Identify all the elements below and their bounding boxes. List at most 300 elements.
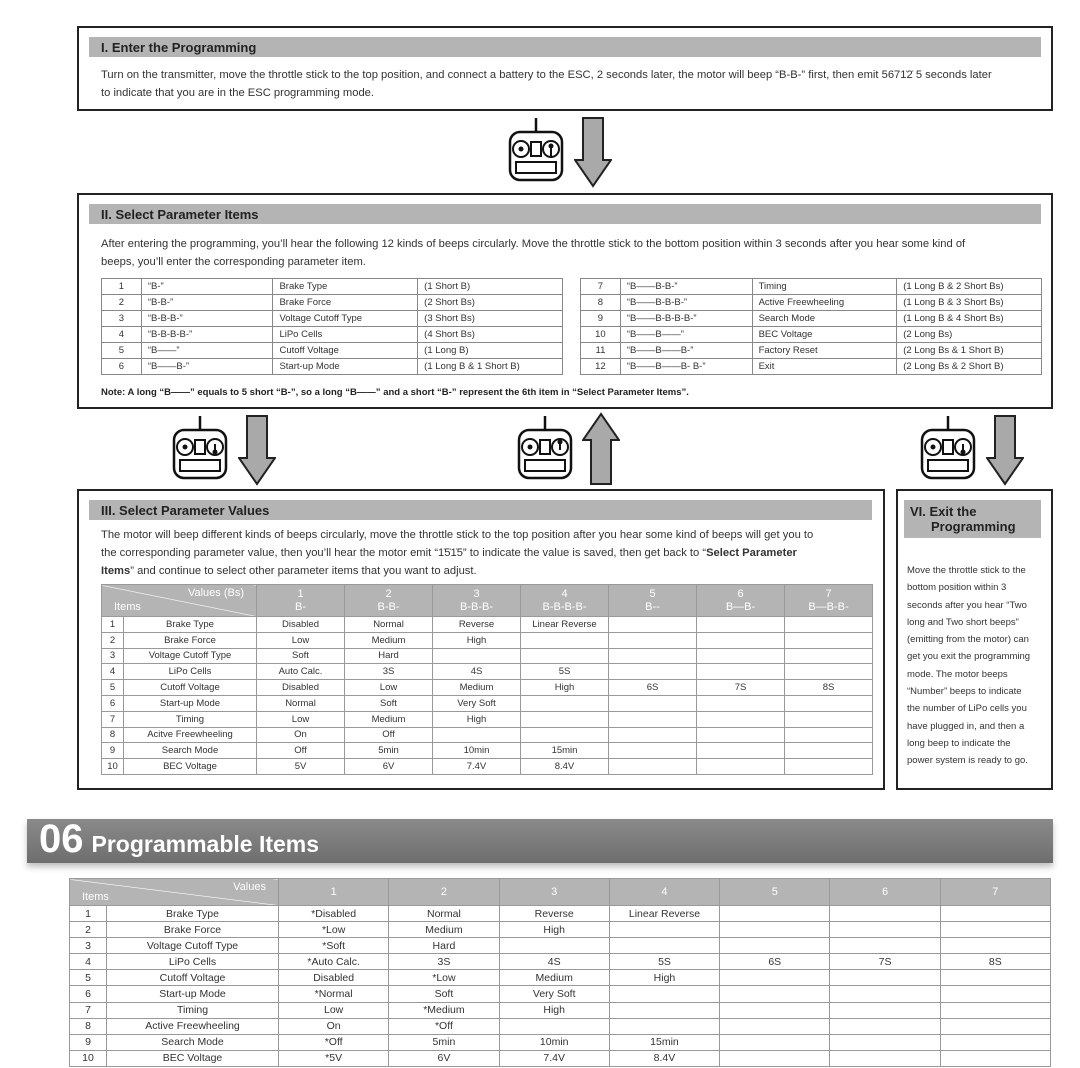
values-col-header [433,585,521,617]
table-cell: Soft [257,648,345,664]
table-cell: 4S [499,954,609,970]
table-cell: 1 [102,279,142,295]
exit-text-line: (emitting from the motor) can [907,634,1029,646]
table-cell [609,632,697,648]
table-cell: 5V [257,759,345,775]
table-cell [609,695,697,711]
table-cell: Cutoff Voltage [273,343,418,359]
transmitter-icon [920,414,976,480]
table-cell: Timing [124,711,257,727]
table-cell: High [499,922,609,938]
select-values-line-2-text: the corresponding parameter value, then you’ll hear the motor emit “1̇5̇1̇5” to indicate the value is saved, then get back to “ [101,547,707,559]
exit-text-line: Move the throttle stick to the [907,565,1026,576]
table-cell: Linear Reverse [609,906,719,922]
table-cell: 4 [70,954,107,970]
table-cell: 4S [433,664,521,680]
table-cell: 6 [102,359,142,375]
table-cell: 10 [70,1050,107,1066]
table-cell: *Soft [279,938,389,954]
table-cell: Timing [752,279,897,295]
exit-text-line: the number of LiPo cells you [907,703,1027,715]
table-cell [720,986,830,1002]
table-cell: 5min [389,1034,499,1050]
table-cell [697,711,785,727]
table-cell: Medium [389,922,499,938]
programmable-col-header: 7 [940,879,1050,906]
table-cell: 5 [70,970,107,986]
table-cell: 6 [70,986,107,1002]
values-col-header [785,585,873,617]
exit-text-line: get you exit the programming [907,651,1031,663]
enter-programming-line-1: Turn on the transmitter, move the throttle stick to the top position, and connect a battery to the ESC, 2 seconds later, the motor will beep “B-B-” first, then emit 5671̇2̇ 5 seconds later [101,69,992,81]
values-corner-items: Items [114,601,141,613]
table-cell [697,648,785,664]
table-cell: Very Soft [499,986,609,1002]
programmable-col-header: 4 [609,879,719,906]
table-cell: Reverse [433,617,521,633]
table-cell [720,1002,830,1018]
table-cell [521,695,609,711]
programmable-col-header: 6 [830,879,940,906]
table-cell: Timing [107,1002,279,1018]
table-cell: “B-B-” [141,295,273,311]
programmable-col-header: 5 [720,879,830,906]
programmable-col-header: 2 [389,879,499,906]
table-cell: 15min [521,743,609,759]
table-cell [720,938,830,954]
table-cell [609,1002,719,1018]
table-cell [785,617,873,633]
table-cell [785,727,873,743]
values-table-corner [102,585,257,617]
table-cell: 3 [70,938,107,954]
parameter-item-row [102,279,563,295]
parameter-value-row [102,680,873,696]
arrow-down-icon [986,414,1024,486]
section-title-enter-programming: I. Enter the Programming [89,37,1041,57]
table-cell: *Low [389,970,499,986]
table-cell: Normal [389,906,499,922]
programmable-item-row [70,1002,1051,1018]
table-cell: 9 [102,743,124,759]
table-cell: Disabled [257,680,345,696]
table-cell: (2 Short Bs) [418,295,563,311]
table-cell: 7S [830,954,940,970]
exit-text-line: long and Two short beeps” [907,616,1019,628]
table-cell: Low [257,711,345,727]
table-cell: (1 Long B & 2 Short Bs) [897,279,1042,295]
table-cell: 7.4V [499,1050,609,1066]
programmable-table-corner [70,879,279,906]
table-cell: 15min [609,1034,719,1050]
exit-text-line: long beep to indicate the [907,737,1011,749]
table-cell: BEC Voltage [124,759,257,775]
table-cell: High [433,711,521,727]
table-cell: (1 Long B & 3 Short Bs) [897,295,1042,311]
table-cell: BEC Voltage [107,1050,279,1066]
table-cell [609,743,697,759]
parameter-value-row [102,727,873,743]
table-cell: BEC Voltage [752,327,897,343]
table-cell: *Normal [279,986,389,1002]
table-cell: Very Soft [433,695,521,711]
table-cell: Hard [389,938,499,954]
enter-programming-line-2: to indicate that you are in the ESC programming mode. [101,87,374,99]
table-cell: Active Freewheeling [752,295,897,311]
table-cell [940,1002,1050,1018]
table-cell: 5 [102,343,142,359]
table-cell: 7S [697,680,785,696]
values-col-header [345,585,433,617]
table-cell [830,922,940,938]
table-cell: High [499,1002,609,1018]
table-cell: “B——B-B-B-” [620,295,752,311]
select-values-text [101,526,871,580]
values-col-header [257,585,345,617]
table-cell [940,1034,1050,1050]
table-cell [830,970,940,986]
select-values-line-1: The motor will beep different kinds of beeps circularly, move the throttle stick to the top position after you hear some kind of beeps will get you to [101,529,814,541]
table-cell: On [279,1018,389,1034]
table-cell: 6 [102,695,124,711]
table-cell: 10 [581,327,621,343]
table-cell: *5V [279,1050,389,1066]
table-cell [521,711,609,727]
values-col-number: 5 [649,587,656,600]
table-cell: 8S [785,680,873,696]
table-cell [609,617,697,633]
values-col-beep: B—B-B- [808,600,849,613]
table-cell: 5min [345,743,433,759]
values-col-number: 4 [561,587,568,600]
programmable-item-row [70,1050,1051,1066]
table-cell: 1 [70,906,107,922]
table-cell: Start-up Mode [107,986,279,1002]
table-cell: 6S [609,680,697,696]
table-cell [697,617,785,633]
table-cell: Start-up Mode [273,359,418,375]
section-number: 06 [39,817,84,861]
values-col-beep: B-- [645,600,660,613]
table-cell: Medium [499,970,609,986]
table-cell: “B-B-B-” [141,311,273,327]
exit-text-line: bottom position within 3 [907,582,1007,594]
table-cell: LiPo Cells [273,327,418,343]
beep-note: Note: A long “B——” equals to 5 short “B-”, so a long “B——” and a short “B-” represent the 6th item in “Select Parameter Items”. [101,387,689,398]
table-cell [697,759,785,775]
table-cell: High [521,680,609,696]
parameter-value-row [102,711,873,727]
table-cell: 6V [345,759,433,775]
table-cell: (2 Long Bs & 2 Short B) [897,359,1042,375]
table-cell: Active Freewheeling [107,1018,279,1034]
table-cell: Exit [752,359,897,375]
table-cell [609,648,697,664]
table-cell [697,632,785,648]
table-cell [940,938,1050,954]
table-cell [785,711,873,727]
table-cell: Disabled [257,617,345,633]
table-cell [940,1050,1050,1066]
select-values-line-3 [101,562,871,580]
table-cell: Disabled [279,970,389,986]
table-cell: LiPo Cells [107,954,279,970]
table-cell: “B-” [141,279,273,295]
enter-programming-text [101,66,1046,102]
table-cell [609,922,719,938]
exit-text-line: mode. The motor beeps [907,668,1008,680]
select-values-line-3-text: ” and continue to select other parameter items that you want to adjust. [130,565,477,577]
parameter-value-row [102,632,873,648]
exit-title-line-1: VI. Exit the [910,504,977,519]
table-cell: 3 [102,311,142,327]
table-cell: *Off [279,1034,389,1050]
section-title-exit [904,500,1041,538]
table-cell: Medium [433,680,521,696]
table-cell [830,1034,940,1050]
parameter-items-table-right [580,278,1042,375]
table-cell: 4 [102,327,142,343]
programmable-item-row [70,954,1051,970]
programmable-item-row [70,922,1051,938]
table-cell [499,1018,609,1034]
table-cell: 5S [521,664,609,680]
table-cell: 6S [720,954,830,970]
table-cell: 7 [102,711,124,727]
table-cell: 8 [70,1018,107,1034]
table-cell: 2 [102,632,124,648]
table-cell: 4 [102,664,124,680]
table-cell [720,922,830,938]
table-cell: High [609,970,719,986]
table-cell: (1 Long B & 1 Short B) [418,359,563,375]
table-cell: (2 Long Bs & 1 Short B) [897,343,1042,359]
table-cell: “B——B-B-” [620,279,752,295]
table-cell: Cutoff Voltage [124,680,257,696]
programmable-item-row [70,906,1051,922]
parameter-value-row [102,695,873,711]
values-col-number: 6 [737,587,744,600]
section-title-programmable-items: Programmable Items [91,831,320,857]
table-cell [785,632,873,648]
values-col-number: 1 [297,587,304,600]
table-cell: “B-B-B-B-” [141,327,273,343]
table-cell: “B——B-” [141,359,273,375]
programmable-col-header: 3 [499,879,609,906]
table-cell: 8.4V [521,759,609,775]
table-cell [720,970,830,986]
select-items-line-2: beeps, you’ll enter the corresponding parameter item. [101,256,366,268]
values-col-header [697,585,785,617]
table-cell: 9 [70,1034,107,1050]
values-col-number: 3 [473,587,480,600]
transmitter-icon [172,414,228,480]
table-cell: Brake Type [107,906,279,922]
table-cell [499,938,609,954]
table-cell: Off [345,727,433,743]
table-cell: High [433,632,521,648]
exit-programming-text [907,562,1049,770]
table-cell: “B——B——B- B-” [620,359,752,375]
table-cell: LiPo Cells [124,664,257,680]
parameter-item-row [102,359,563,375]
table-cell [785,695,873,711]
table-cell [609,759,697,775]
table-cell: Linear Reverse [521,617,609,633]
values-corner-values: Values (Bs) [187,587,244,599]
table-cell: “B——” [141,343,273,359]
programmable-col-header: 1 [279,879,389,906]
exit-text-line: seconds after you hear “Two [907,599,1027,611]
table-cell: Normal [345,617,433,633]
values-col-beep: B-B- [377,600,400,613]
table-cell [433,727,521,743]
table-cell [609,711,697,727]
values-col-beep: B- [295,600,306,613]
table-cell: Search Mode [107,1034,279,1050]
values-col-header [609,585,697,617]
table-cell [940,986,1050,1002]
arrow-down-icon [574,116,612,188]
table-cell [609,1018,719,1034]
table-cell: 3S [345,664,433,680]
table-cell: *Low [279,922,389,938]
table-cell: 12 [581,359,621,375]
parameter-item-row [102,295,563,311]
table-cell [720,1034,830,1050]
table-cell [830,938,940,954]
table-cell [697,664,785,680]
exit-text-line: have plugged in, and then a [907,720,1025,732]
parameter-item-row [102,343,563,359]
exit-title-line-2: Programming [931,519,1016,534]
table-cell: “B——B——B-” [620,343,752,359]
select-values-line-2-bold: Select Parameter [706,547,797,559]
table-cell: 5S [609,954,719,970]
table-cell [609,938,719,954]
table-cell: Low [279,1002,389,1018]
table-cell [720,1018,830,1034]
table-cell [697,727,785,743]
values-col-beep: B-B-B-B- [542,600,587,613]
table-cell [521,727,609,743]
table-cell [830,906,940,922]
programmable-corner-items: Items [82,891,109,903]
table-cell: Voltage Cutoff Type [124,648,257,664]
table-cell: 6V [389,1050,499,1066]
table-cell [609,986,719,1002]
table-cell [940,1018,1050,1034]
table-cell: Brake Force [273,295,418,311]
parameter-value-row [102,664,873,680]
table-cell: 3S [389,954,499,970]
parameter-item-row [581,311,1042,327]
table-cell: 2 [102,295,142,311]
parameter-items-table-left [101,278,563,375]
section-title-select-items: II. Select Parameter Items [89,204,1041,224]
table-cell [940,922,1050,938]
table-cell [521,632,609,648]
parameter-values-table [101,584,873,775]
table-cell [785,648,873,664]
table-cell: 2 [70,922,107,938]
table-cell: 8S [940,954,1050,970]
programmable-item-row [70,1018,1051,1034]
table-cell: Normal [257,695,345,711]
table-cell [697,743,785,759]
table-cell [830,1050,940,1066]
table-cell [785,664,873,680]
table-cell: Reverse [499,906,609,922]
values-col-beep: B—B- [725,600,756,613]
select-items-text [101,235,1046,271]
table-cell: Search Mode [752,311,897,327]
table-cell [785,759,873,775]
table-cell: 8 [102,727,124,743]
arrow-up-icon [582,412,620,486]
programmable-items-table [69,878,1051,1067]
select-values-line-2 [101,544,871,562]
table-cell: Brake Force [124,632,257,648]
table-cell: Start-up Mode [124,695,257,711]
parameter-value-row [102,617,873,633]
table-cell: Medium [345,632,433,648]
table-cell: *Medium [389,1002,499,1018]
table-cell [940,970,1050,986]
table-cell: Auto Calc. [257,664,345,680]
table-cell: “B——B——” [620,327,752,343]
table-cell: 7 [581,279,621,295]
table-cell: Acitve Freewheeling [124,727,257,743]
table-cell: 8 [581,295,621,311]
table-cell: Soft [389,986,499,1002]
table-cell [830,986,940,1002]
table-cell: 9 [581,311,621,327]
values-col-header [521,585,609,617]
table-cell [830,1002,940,1018]
table-cell: Brake Force [107,922,279,938]
table-cell: Voltage Cutoff Type [107,938,279,954]
table-cell [433,648,521,664]
table-cell: Soft [345,695,433,711]
table-cell: 10min [433,743,521,759]
table-cell: (1 Long B & 4 Short Bs) [897,311,1042,327]
parameter-item-row [581,279,1042,295]
table-cell: Voltage Cutoff Type [273,311,418,327]
exit-text-line: “Number” beeps to indicate [907,686,1022,698]
table-cell: *Off [389,1018,499,1034]
parameter-value-row [102,759,873,775]
table-cell: On [257,727,345,743]
table-cell: 7.4V [433,759,521,775]
parameter-item-row [581,343,1042,359]
table-cell: *Disabled [279,906,389,922]
table-cell: Brake Type [124,617,257,633]
table-cell [720,906,830,922]
table-cell [609,727,697,743]
programmable-corner-values: Values [233,881,266,893]
table-cell [830,1018,940,1034]
table-cell: (4 Short Bs) [418,327,563,343]
table-cell: 11 [581,343,621,359]
table-cell: 3 [102,648,124,664]
programmable-items-banner [27,819,1053,863]
table-cell: Cutoff Voltage [107,970,279,986]
table-cell [720,1050,830,1066]
programmable-item-row [70,970,1051,986]
table-cell: Medium [345,711,433,727]
table-cell [940,906,1050,922]
